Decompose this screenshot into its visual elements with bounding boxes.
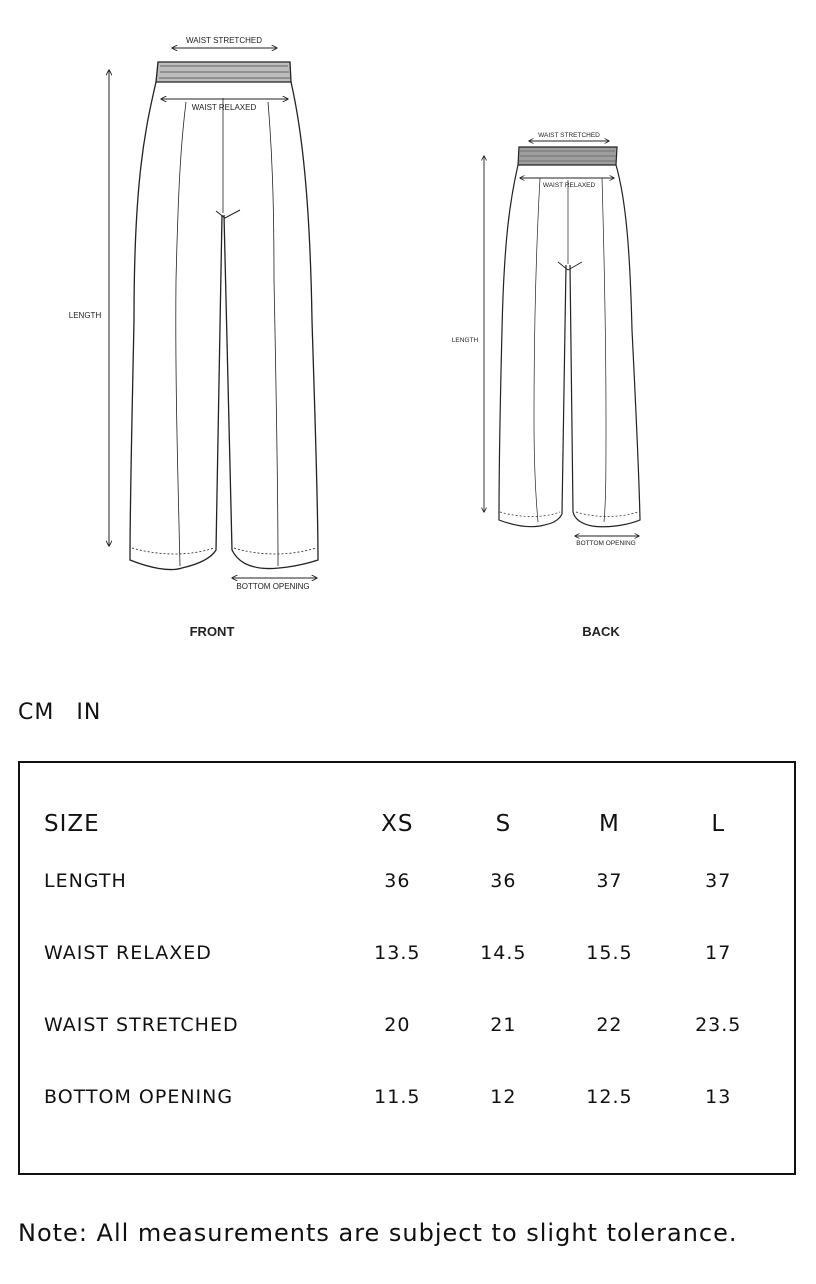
table-cell: 17 <box>705 942 732 964</box>
front-caption: FRONT <box>189 624 235 639</box>
table-header-row <box>44 803 774 845</box>
size-chart-table <box>18 761 796 1175</box>
table-row <box>44 989 774 1061</box>
table-cell: 36 <box>384 870 411 892</box>
table-cell: 11.5 <box>374 1086 421 1108</box>
table-cell: 14.5 <box>480 942 527 964</box>
table-cell: 15.5 <box>586 942 633 964</box>
header-l: L <box>711 811 726 837</box>
header-xs: XS <box>381 811 414 837</box>
table-row <box>44 1061 774 1133</box>
row-label: BOTTOM OPENING <box>44 1086 234 1108</box>
header-s: S <box>495 811 512 837</box>
table-cell: 12.5 <box>586 1086 633 1108</box>
table-cell: 13 <box>705 1086 732 1108</box>
back-length-label: LENGTH <box>451 337 479 344</box>
header-m: M <box>599 811 620 837</box>
table-cell: 36 <box>490 870 517 892</box>
table-cell: 23.5 <box>695 1014 742 1036</box>
front-bottom-opening-label: BOTTOM OPENING <box>236 582 310 591</box>
back-waist-stretched-label: WAIST STRETCHED <box>538 132 600 139</box>
tolerance-note: Note: All measurements are subject to slight tolerance. <box>18 1219 738 1247</box>
table-cell: 22 <box>596 1014 623 1036</box>
front-waist-stretched-label: WAIST STRETCHED <box>185 36 263 45</box>
table-cell: 21 <box>490 1014 517 1036</box>
table-cell: 20 <box>384 1014 411 1036</box>
table-cell: 13.5 <box>374 942 421 964</box>
row-label: LENGTH <box>44 870 127 892</box>
table-row <box>44 917 774 989</box>
front-length-label: LENGTH <box>68 311 102 320</box>
back-pants-drawing <box>499 147 640 527</box>
unit-toggle <box>18 700 101 725</box>
table-cell: 37 <box>705 870 732 892</box>
back-bottom-opening-label: BOTTOM OPENING <box>576 540 636 547</box>
back-waist-relaxed-label: WAIST RELAXED <box>542 182 596 189</box>
front-waist-relaxed-label: WAIST RELAXED <box>191 103 257 112</box>
unit-in-option[interactable]: IN <box>76 700 102 725</box>
header-size: SIZE <box>44 811 100 837</box>
front-pants-drawing <box>130 62 318 570</box>
row-label: WAIST RELAXED <box>44 942 212 964</box>
table-cell: 12 <box>490 1086 517 1108</box>
row-label: WAIST STRETCHED <box>44 1014 239 1036</box>
table-row <box>44 845 774 917</box>
unit-cm-option[interactable]: CM <box>18 700 55 725</box>
table-cell: 37 <box>596 870 623 892</box>
back-caption: BACK <box>582 624 620 639</box>
